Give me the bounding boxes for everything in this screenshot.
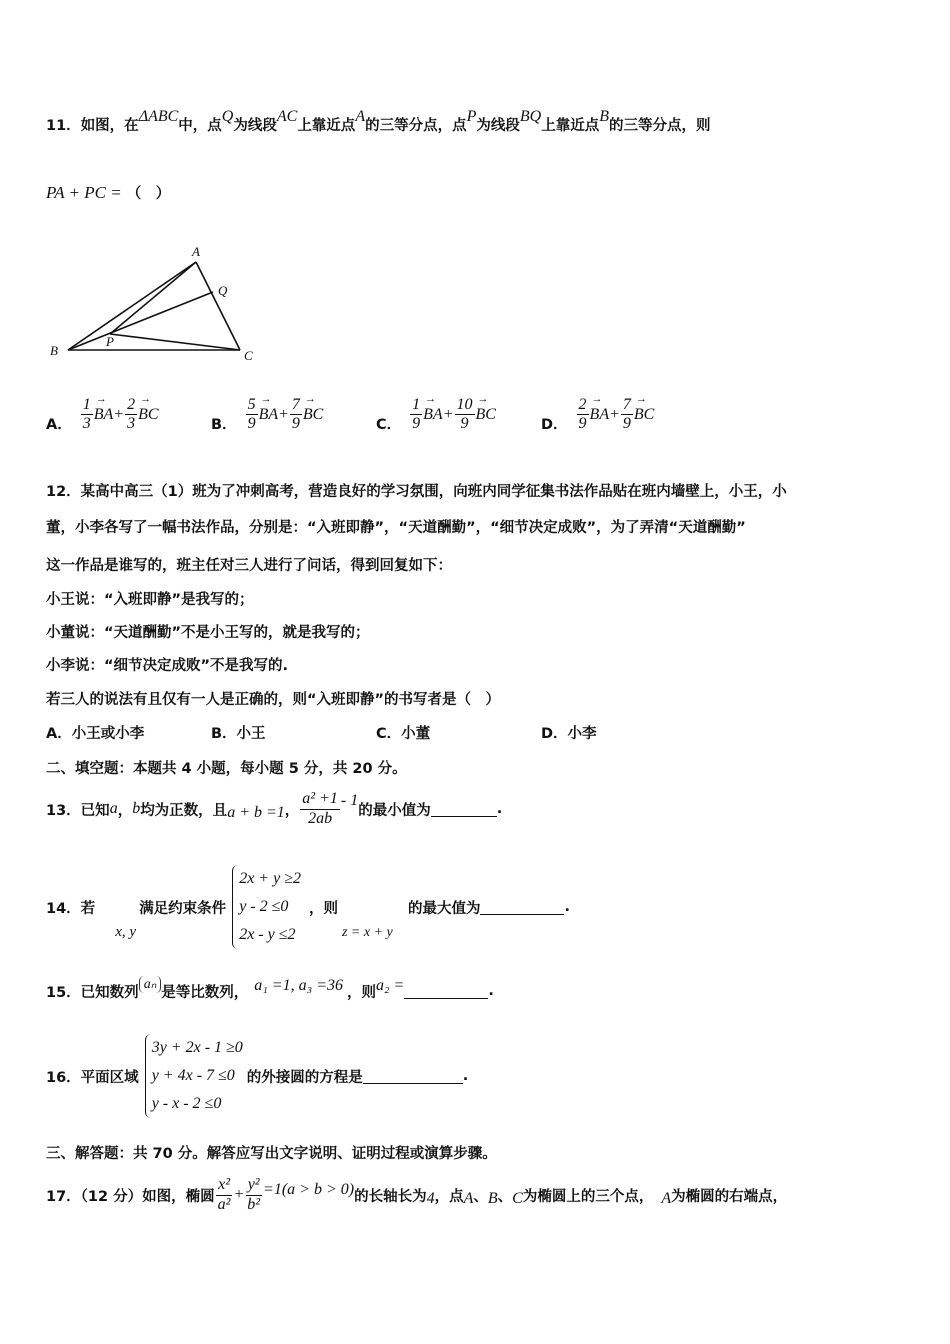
q12-line5: 小董说：“天道酬勤”不是小王写的，就是我写的；	[46, 625, 370, 641]
point-label-q: Q	[218, 283, 228, 298]
q11-math: ΔABC	[138, 108, 179, 125]
point-label-b: B	[50, 343, 58, 358]
q15-answer-blank[interactable]	[404, 984, 488, 999]
q11-option-a[interactable]: A． $\frac{1}{3}$ → BA+ $\frac{2}{3}$ → BC	[46, 396, 159, 434]
vector-ba: → BA	[423, 406, 443, 423]
q12-line1: 12．某高中高三（1）班为了冲刺高考，营造良好的学习氛围，向班内同学征集书法作品贴在班内墙壁上，小王，小	[46, 484, 787, 500]
q11-text: 上靠近点	[297, 118, 356, 134]
q11-number: 11．	[46, 118, 81, 134]
q11-text: 为线段	[476, 118, 520, 134]
q17-line: 17．（12 分）如图，椭圆 $\frac{\text{x²}}{\text{a²}}$ + $\frac{\text{y²}}{\text{b²}}$ =1(a > b > 0) 的长轴长为 4 ，点 A 、 B 、 C 为椭圆上的三个点， A 为椭圆的右端点，	[46, 1176, 788, 1213]
q11-text: 如图，在	[80, 118, 139, 134]
point-label-c: C	[244, 348, 253, 363]
fraction: $\frac{1}{3}$	[82, 396, 91, 433]
q11-option-b[interactable]: B． $\frac{5}{9}$ → BA+ $\frac{7}{9}$ → BC	[211, 396, 323, 434]
segment-pa	[110, 262, 196, 334]
q12-line4: 小王说：“入班即静”是我写的；	[46, 592, 254, 608]
q11-option-d[interactable]: D． $\frac{2}{9}$ → BA+ $\frac{7}{9}$ → BC	[541, 396, 654, 434]
fraction: $\frac{2}{9}$	[578, 396, 587, 433]
q17-equation: =1(a > b > 0)	[263, 1181, 355, 1198]
q11-expression: PA + PC =	[46, 183, 122, 202]
q13-condition: a + b =1	[227, 804, 285, 821]
q16-constraints: 3y + 2x - 1 ≥0 y + 4x - 7 ≤0 y - x - 2 ≤0	[145, 1034, 243, 1118]
option-label: A．	[46, 416, 72, 433]
q12-line7: 若三人的说法有且仅有一人是正确的，则“入班即静”的书写者是（ ）	[46, 692, 501, 708]
q11-stem-line1	[46, 108, 711, 135]
fraction: $\frac{5}{9}$	[247, 396, 256, 433]
q11-text: 中，点	[178, 118, 222, 134]
q12-option-a[interactable]: A．小王或小李	[46, 726, 145, 742]
option-label: D．	[541, 416, 568, 433]
q16-answer-blank[interactable]	[363, 1069, 463, 1084]
q14-constraints: 2x + y ≥2 y - 2 ≤0 2x - y ≤2	[232, 865, 301, 949]
q11-math: AC	[276, 108, 298, 125]
q11-math: A	[355, 108, 366, 125]
vector-bc: → BC	[303, 406, 323, 423]
q15-line: 15．已知数列 aₙ 是等比数列， a₁ =1, a₃ =36 ，则 a₂ = .	[46, 976, 494, 1001]
segment-ac	[196, 262, 240, 350]
q13-line: 13．已知 a ， b 均为正数，且 a + b =1 ， $\frac{\text{a² +1}}{2ab}$ - 1 的最小值为 .	[46, 790, 503, 827]
point-label-a: A	[192, 244, 200, 259]
q12-line2: 董，小李各写了一幅书法作品，分别是：“入班即静”，“天道酬勤”，“细节决定成败”，为了弄清“天道酬勤”	[46, 520, 746, 536]
fraction: $\frac{10}{9}$	[456, 396, 473, 433]
q11-text: 为线段	[233, 118, 277, 134]
q11-option-c[interactable]: C． $\frac{1}{9}$ → BA+ $\frac{10}{9}$ → BC	[376, 396, 496, 434]
q13-fraction: $\frac{\text{a² +1}}{2ab}$	[302, 790, 338, 827]
section-2-heading: 二、填空题：本题共 4 小题，每小题 5 分，共 20 分。	[46, 761, 407, 777]
q12-line3: 这一作品是谁写的，班主任对三人进行了问话，得到回复如下：	[46, 558, 452, 574]
fraction: $\frac{\text{y²}}{\text{b²}}$	[247, 1176, 261, 1213]
q11-triangle-figure	[46, 240, 266, 370]
q12-option-d[interactable]: D．小李	[541, 726, 597, 742]
q12-line6: 小李说：“细节决定成败”不是我写的.	[46, 658, 289, 674]
fraction: $\frac{7}{9}$	[291, 396, 300, 433]
fraction: $\frac{1}{9}$	[412, 396, 421, 433]
vector-bc: → BC	[138, 406, 158, 423]
fraction: $\frac{\text{x²}}{\text{a²}}$	[217, 1176, 231, 1213]
vector-ba: → BA	[94, 406, 114, 423]
fraction: $\frac{7}{9}$	[622, 396, 631, 433]
option-label: B．	[211, 416, 237, 433]
q15-condition: a₁ =1, a₃ =36	[254, 977, 343, 994]
q13-answer-blank[interactable]	[431, 802, 497, 817]
q14-objective: z = x + y	[341, 925, 393, 940]
fraction: $\frac{2}{3}$	[127, 396, 136, 433]
vector-ba: → BA	[259, 406, 279, 423]
vector-ba: → BA	[590, 406, 610, 423]
q14-line: 14．若 x, y 满足约束条件 2x + y ≥2 y - 2 ≤0 2x - y ≤2 ，则 z = x + y 的最大值为 .	[46, 863, 570, 951]
vector-bc: → BC	[634, 406, 654, 423]
q11-math: Q	[221, 108, 234, 125]
option-label: C．	[376, 416, 402, 433]
q11-math: B	[599, 108, 609, 125]
q11-math: P	[466, 108, 477, 125]
section-3-heading: 三、解答题：共 70 分。解答应写出文字说明、证明过程或演算步骤。	[46, 1146, 497, 1162]
q12-option-c[interactable]: C．小董	[376, 726, 431, 742]
q15-sequence: aₙ	[139, 976, 162, 993]
q14-answer-blank[interactable]	[480, 900, 564, 915]
q11-math: BQ	[519, 108, 542, 125]
point-label-p: P	[106, 334, 114, 349]
q12-option-b[interactable]: B．小王	[211, 726, 266, 742]
q11-text: 的三等分点，点	[365, 118, 467, 134]
q11-answer-paren: （ ）	[126, 186, 171, 202]
segment-pc	[110, 334, 240, 350]
q11-text: 的三等分点，则	[608, 118, 711, 134]
q11-text: 上靠近点	[541, 118, 600, 134]
vector-bc: → BC	[476, 406, 496, 423]
q16-line: 16．平面区域 3y + 2x - 1 ≥0 y + 4x - 7 ≤0 y - x - 2 ≤0 的外接圆的方程是 .	[46, 1032, 468, 1120]
q11-stem-line2	[46, 182, 170, 203]
